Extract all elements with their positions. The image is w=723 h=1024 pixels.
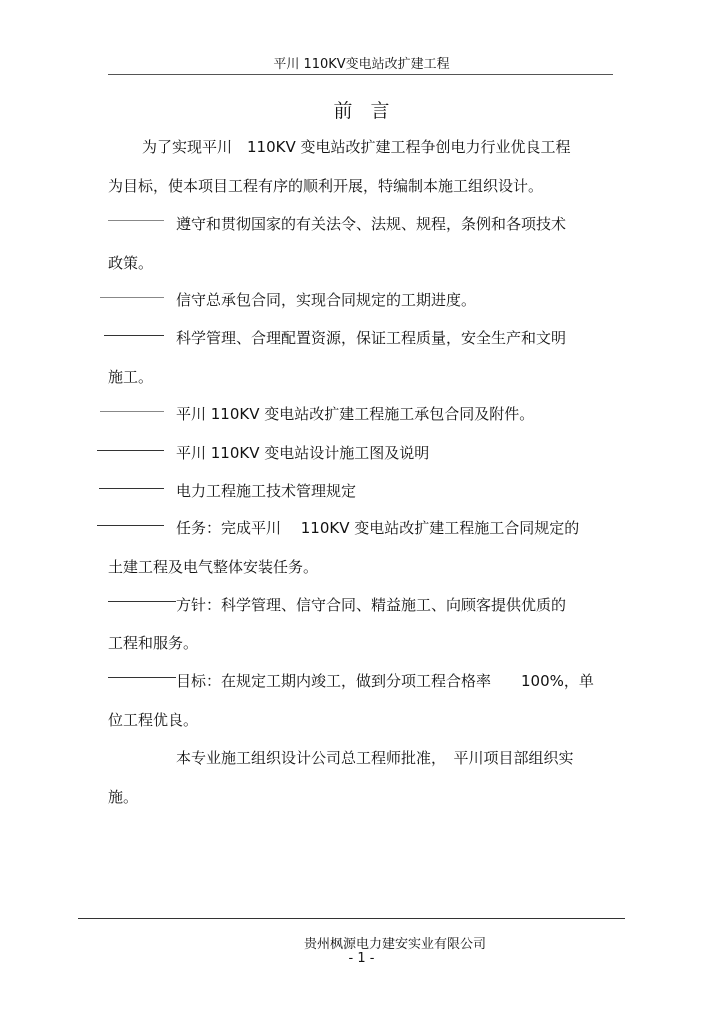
- item-6: 电力工程施工技术管理规定: [176, 482, 357, 500]
- list-dash: [100, 297, 164, 298]
- footer-divider: [78, 918, 625, 919]
- list-dash: [99, 488, 164, 489]
- item-8-line-2: 工程和服务。: [108, 634, 199, 652]
- page-header: 平川 110KV变电站改扩建工程: [273, 57, 450, 72]
- list-dash: [104, 335, 164, 336]
- list-dash: [100, 411, 164, 412]
- list-dash: [97, 525, 164, 526]
- item-1-line-2: 政策。: [108, 254, 154, 272]
- intro-line-1: 为了实现平川 110KV 变电站改扩建工程争创电力行业优良工程: [142, 138, 571, 156]
- item-8-line-1: 方针：科学管理、信守合同、精益施工、向顾客提供优质的: [176, 596, 567, 614]
- intro-line-2: 为目标，使本项目工程有序的顺利开展，特编制本施工组织设计。: [108, 177, 544, 195]
- closing-line-1: 本专业施工组织设计公司总工程师批准， 平川项目部组织实: [176, 749, 574, 767]
- header-divider: [108, 74, 613, 75]
- item-3-line-2: 施工。: [108, 368, 154, 386]
- item-7-line-1: 任务：完成平川 110KV 变电站改扩建工程施工合同规定的: [176, 519, 580, 537]
- list-dash: [97, 450, 164, 451]
- item-1-line-1: 遵守和贯彻国家的有关法令、法规、规程，条例和各项技术: [176, 215, 567, 233]
- item-7-line-2: 土建工程及电气整体安装任务。: [108, 558, 319, 576]
- page-title: 前言: [333, 100, 408, 122]
- list-dash: [108, 601, 176, 602]
- item-3-line-1: 科学管理、合理配置资源，保证工程质量，安全生产和文明: [176, 329, 567, 347]
- list-dash: [108, 677, 176, 678]
- list-dash: [108, 220, 164, 221]
- footer-company: 贵州枫源电力建安实业有限公司: [303, 937, 486, 952]
- closing-line-2: 施。: [108, 788, 139, 806]
- page-number: - 1 -: [348, 951, 375, 966]
- item-9-line-2: 位工程优良。: [108, 711, 199, 729]
- item-9-line-1: 目标：在规定工期内竣工，做到分项工程合格率 100%，单: [176, 672, 594, 690]
- item-4: 平川 110KV 变电站改扩建工程施工承包合同及附件。: [176, 405, 535, 423]
- item-2: 信守总承包合同，实现合同规定的工期进度。: [176, 291, 477, 309]
- item-5: 平川 110KV 变电站设计施工图及说明: [176, 444, 430, 462]
